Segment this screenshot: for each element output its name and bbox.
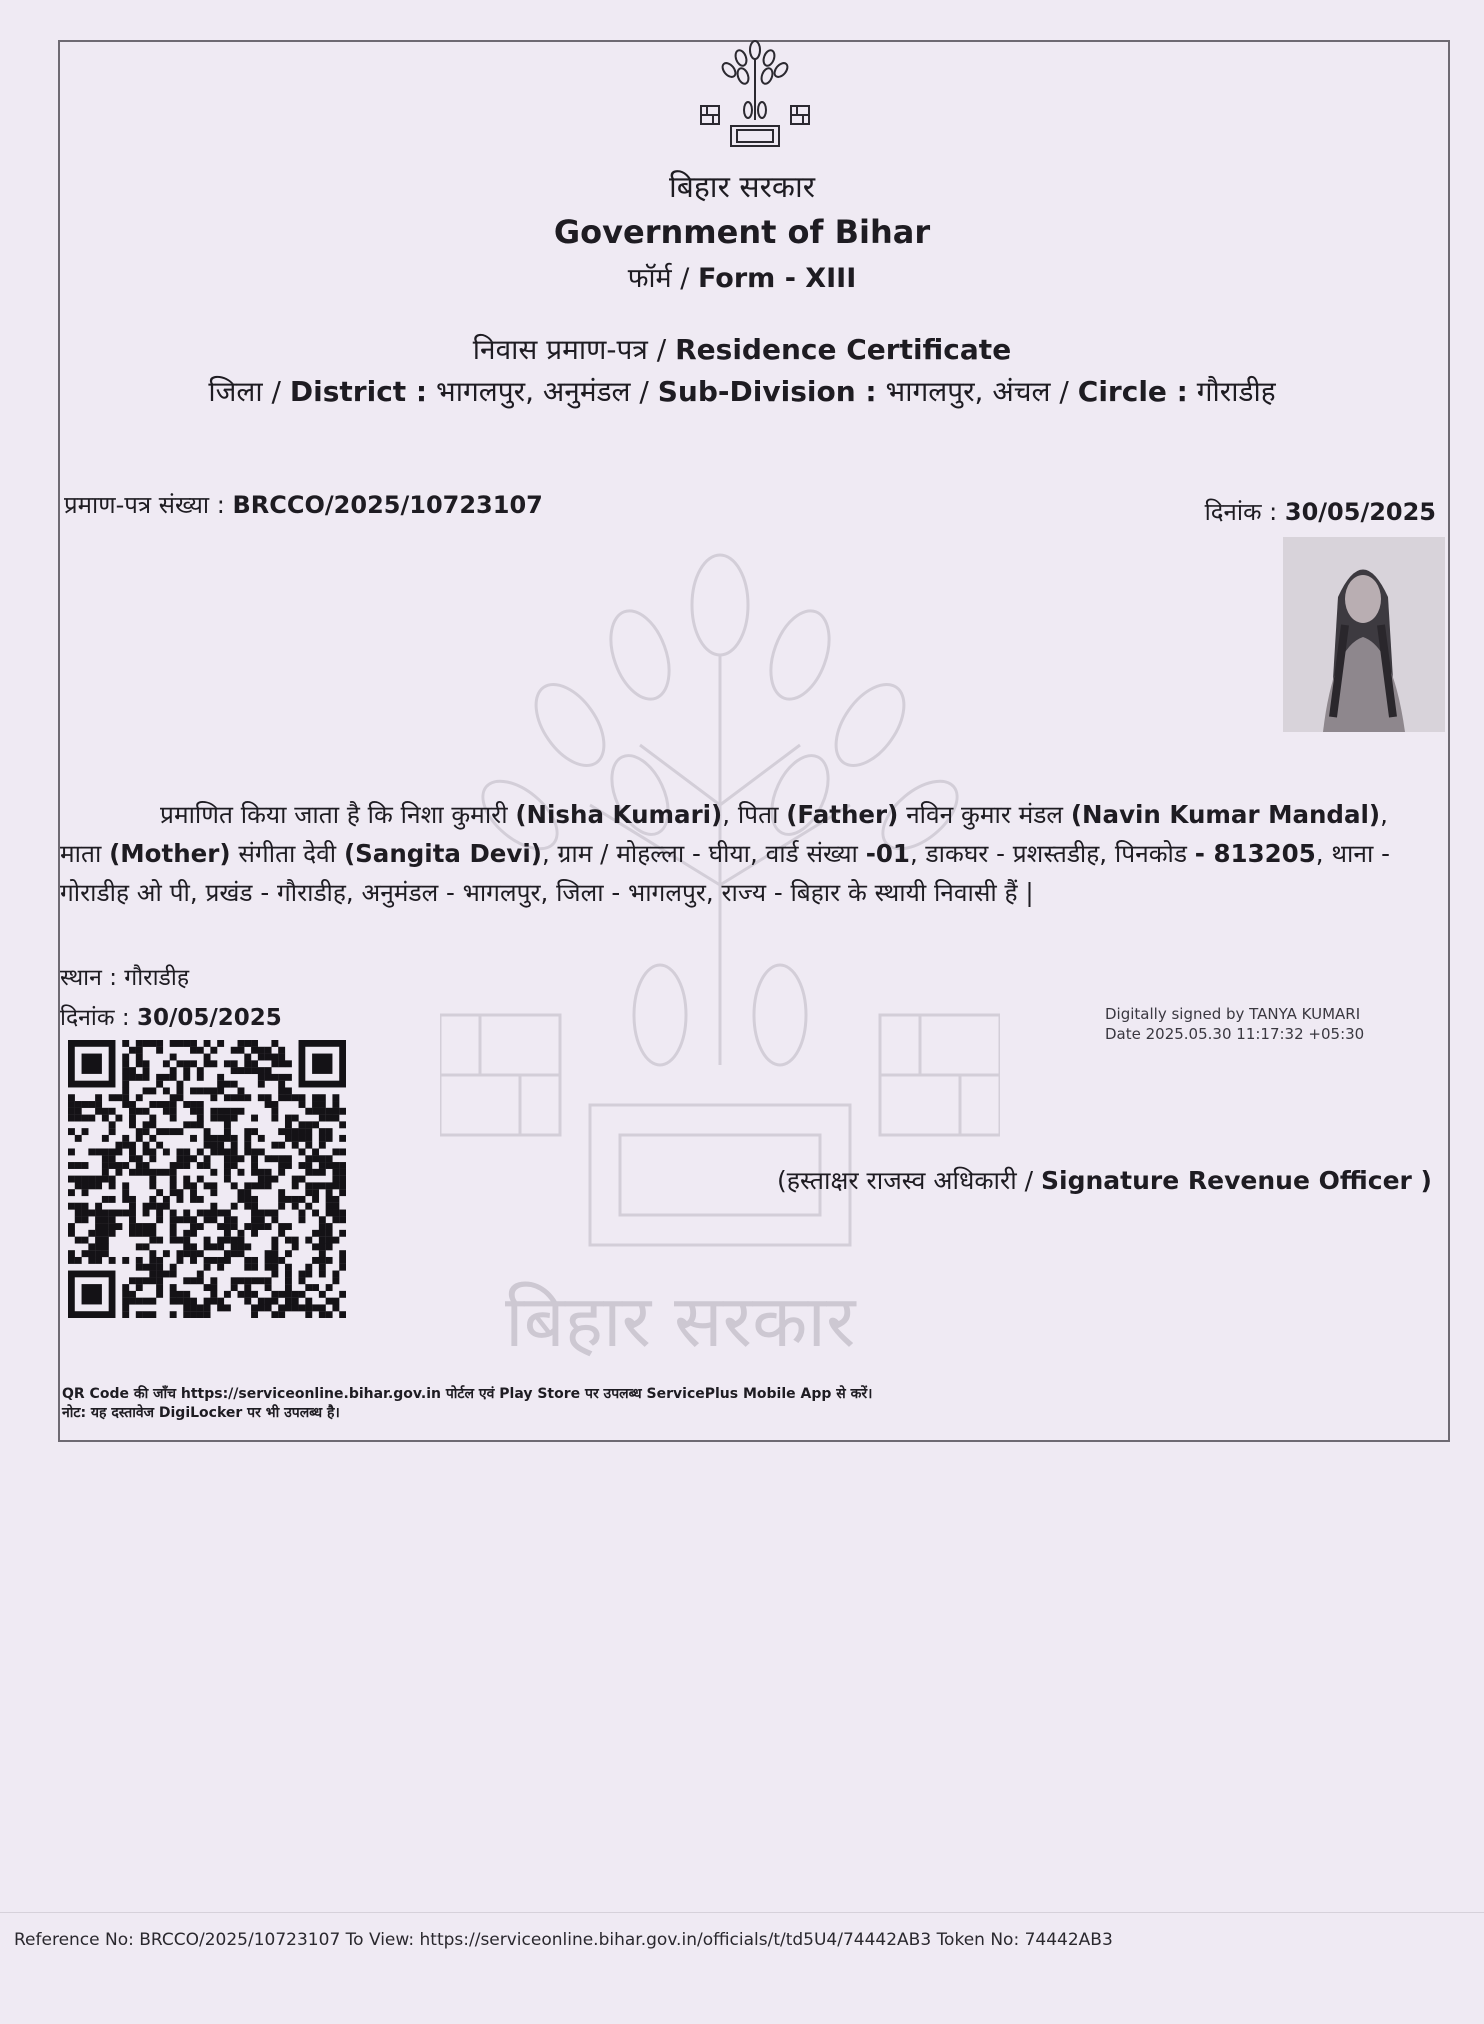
body-text: माता (60, 839, 110, 868)
place (60, 960, 189, 992)
body-text: , पिता (722, 800, 787, 829)
qr-verification-note: QR Code की जाँच https://serviceonline.bihar.gov.in पोर्टल एवं Play Store पर उपलब्ध ServicePlus Mobile App से करें। (62, 1386, 873, 1402)
certificate-body (60, 795, 1440, 912)
body-text: , डाकघर - प्रशस्तडीह, पिनकोड (909, 839, 1195, 868)
district-label-en: District : (289, 375, 428, 408)
footer-reference: Reference No: BRCCO/2025/10723107 To View: https://serviceonline.bihar.gov.in/officials/t/td5U4/74442AB3 Token No: 74442AB3 (14, 1930, 1113, 1950)
bihar-emblem-logo (695, 40, 815, 150)
cert-title-english: Residence Certificate (675, 333, 1012, 366)
ward-number: -01 (865, 839, 910, 868)
place-label: स्थान : (60, 965, 117, 991)
district-label-hi: जिला (208, 375, 263, 408)
digilocker-note: नोट: यह दस्तावेज DigiLocker पर भी उपलब्ध है। (62, 1405, 340, 1421)
body-text: , (1380, 800, 1388, 829)
mother-label: (Mother) (109, 839, 231, 868)
footer-divider (0, 1912, 1484, 1913)
digital-signature-name: Digitally signed by TANYA KUMARI (1105, 1005, 1361, 1023)
district-value: भागलपुर, (436, 375, 534, 408)
circle-label-hi: अंचल (992, 375, 1051, 408)
mother-name-hindi: संगीता देवी (230, 839, 344, 868)
issue-date (1205, 495, 1436, 528)
jurisdiction-line: जिला / District : भागलपुर, अनुमंडल / Sub-Division : भागलपुर, अंचल / Circle : गौराडीह (208, 375, 1276, 408)
qr-note (62, 1385, 872, 1423)
certificate-number (64, 488, 543, 521)
pincode: - 813205 (1194, 839, 1316, 868)
signature-title-hindi: (हस्ताक्षर राजस्व अधिकारी / (776, 1166, 1034, 1195)
subdivision-label-hi: अनुमंडल (542, 375, 631, 408)
father-name-english: (Navin Kumar Mandal) (1070, 800, 1381, 829)
form-hindi: फॉर्म (627, 263, 672, 294)
body-text: , थाना - (1315, 839, 1390, 868)
subdivision-value: भागलपुर, (885, 375, 984, 408)
issue-date-value: 30/05/2025 (1284, 498, 1436, 526)
signature-title (777, 1163, 1432, 1197)
place-date-label: दिनांक : (60, 1005, 130, 1031)
issue-date-label: दिनांक : (1204, 498, 1278, 526)
govt-english-title: Government of Bihar (553, 213, 931, 251)
person-photo-icon (1283, 537, 1445, 732)
cert-title-hindi: निवास प्रमाण-पत्र (472, 333, 648, 366)
subdivision-label-en: Sub-Division : (657, 375, 877, 408)
circle-value: गौराडीह (1196, 375, 1276, 408)
watermark-text: बिहार सरकार (505, 1279, 856, 1363)
name-english: (Nisha Kumari) (515, 800, 723, 829)
body-line-3: गोराडीह ओ पी, प्रखंड - गौराडीह, अनुमंडल - भागलपुर, जिला - भागलपुर, राज्य - बिहार के स्थायी निवासी हैं | (60, 878, 1034, 907)
certificate-title: निवास प्रमाण-पत्र / Residence Certificate (472, 333, 1012, 366)
cert-no-label: प्रमाण-पत्र संख्या : (64, 491, 225, 519)
digital-signature (1105, 1004, 1364, 1044)
body-line-2 (60, 834, 1440, 873)
body-text: प्रमाणित किया जाता है कि निशा कुमारी (160, 800, 516, 829)
body-line-1 (60, 795, 1440, 834)
digital-signature-date: Date 2025.05.30 11:17:32 +05:30 (1105, 1025, 1365, 1043)
place-value: गौराडीह (124, 965, 190, 991)
body-text: , ग्राम / मोहल्ला - घीया, वार्ड संख्या (541, 839, 866, 868)
father-name-hindi: नविन कुमार मंडल (898, 800, 1071, 829)
govt-hindi-title: बिहार सरकार (668, 170, 816, 205)
place-date (60, 1000, 282, 1032)
cert-no-value: BRCCO/2025/10723107 (232, 491, 543, 519)
place-date-value: 30/05/2025 (136, 1005, 282, 1031)
signature-title-english: Signature Revenue Officer ) (1041, 1166, 1432, 1195)
form-english: Form - XIII (697, 263, 857, 294)
applicant-photo (1283, 537, 1445, 732)
qr-code[interactable] (68, 1040, 346, 1318)
mother-name-english: (Sangita Devi) (343, 839, 542, 868)
father-label: (Father) (786, 800, 899, 829)
circle-label-en: Circle : (1077, 375, 1188, 408)
form-number: फॉर्म / Form - XIII (627, 263, 857, 294)
